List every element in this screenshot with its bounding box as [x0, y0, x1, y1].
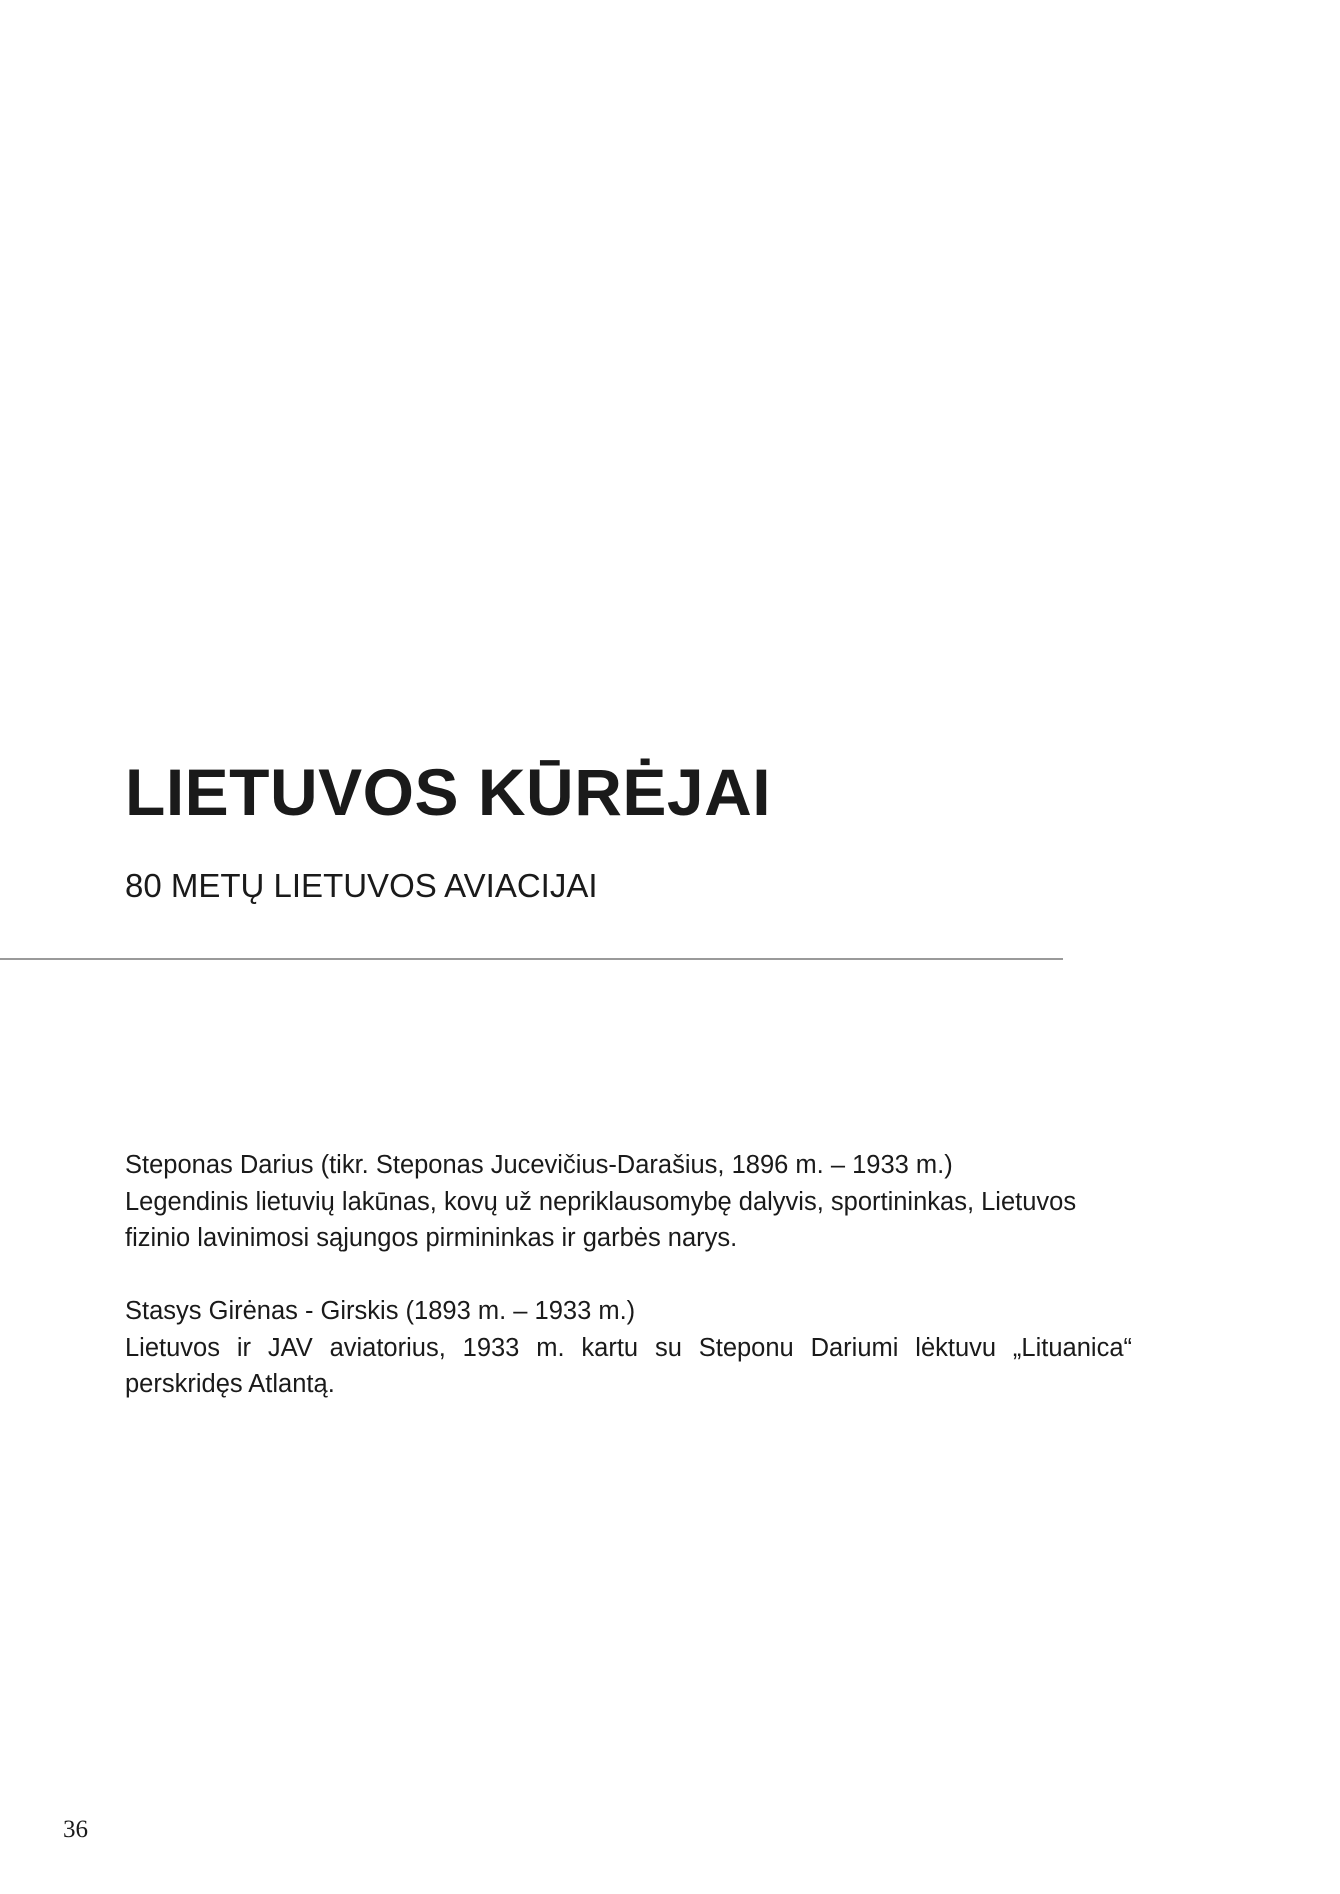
horizontal-divider — [0, 958, 1063, 960]
page-number: 36 — [63, 1816, 88, 1843]
paragraph-line: perskridęs Atlantą. — [125, 1370, 335, 1398]
body-text — [125, 1147, 1132, 1439]
paragraph-line: Legendinis lietuvių lakūnas, kovų už nepriklausomybę dalyvis, sportininkas, Lietuvos — [125, 1187, 1077, 1216]
paragraph-stasys-girenas — [125, 1293, 1132, 1403]
paragraph-line: Lietuvos ir JAV aviatorius, 1933 m. kartu su Steponu Dariumi lėktuvu „Lituanica“ — [125, 1333, 1132, 1362]
paragraph-line: fizinio lavinimosi sąjungos pirmininkas ir garbės narys. — [125, 1224, 738, 1252]
paragraph-line: Stasys Girėnas - Girskis (1893 m. – 1933 m.) — [125, 1297, 636, 1325]
paragraph-steponas-darius — [125, 1147, 1132, 1257]
page-title: LIETUVOS KŪRĖJAI — [125, 755, 772, 829]
paragraph-line: Steponas Darius (tikr. Steponas Jucevičius-Darašius, 1896 m. – 1933 m.) — [125, 1151, 953, 1179]
page-subtitle: 80 METŲ LIETUVOS AVIACIJAI — [125, 867, 598, 904]
